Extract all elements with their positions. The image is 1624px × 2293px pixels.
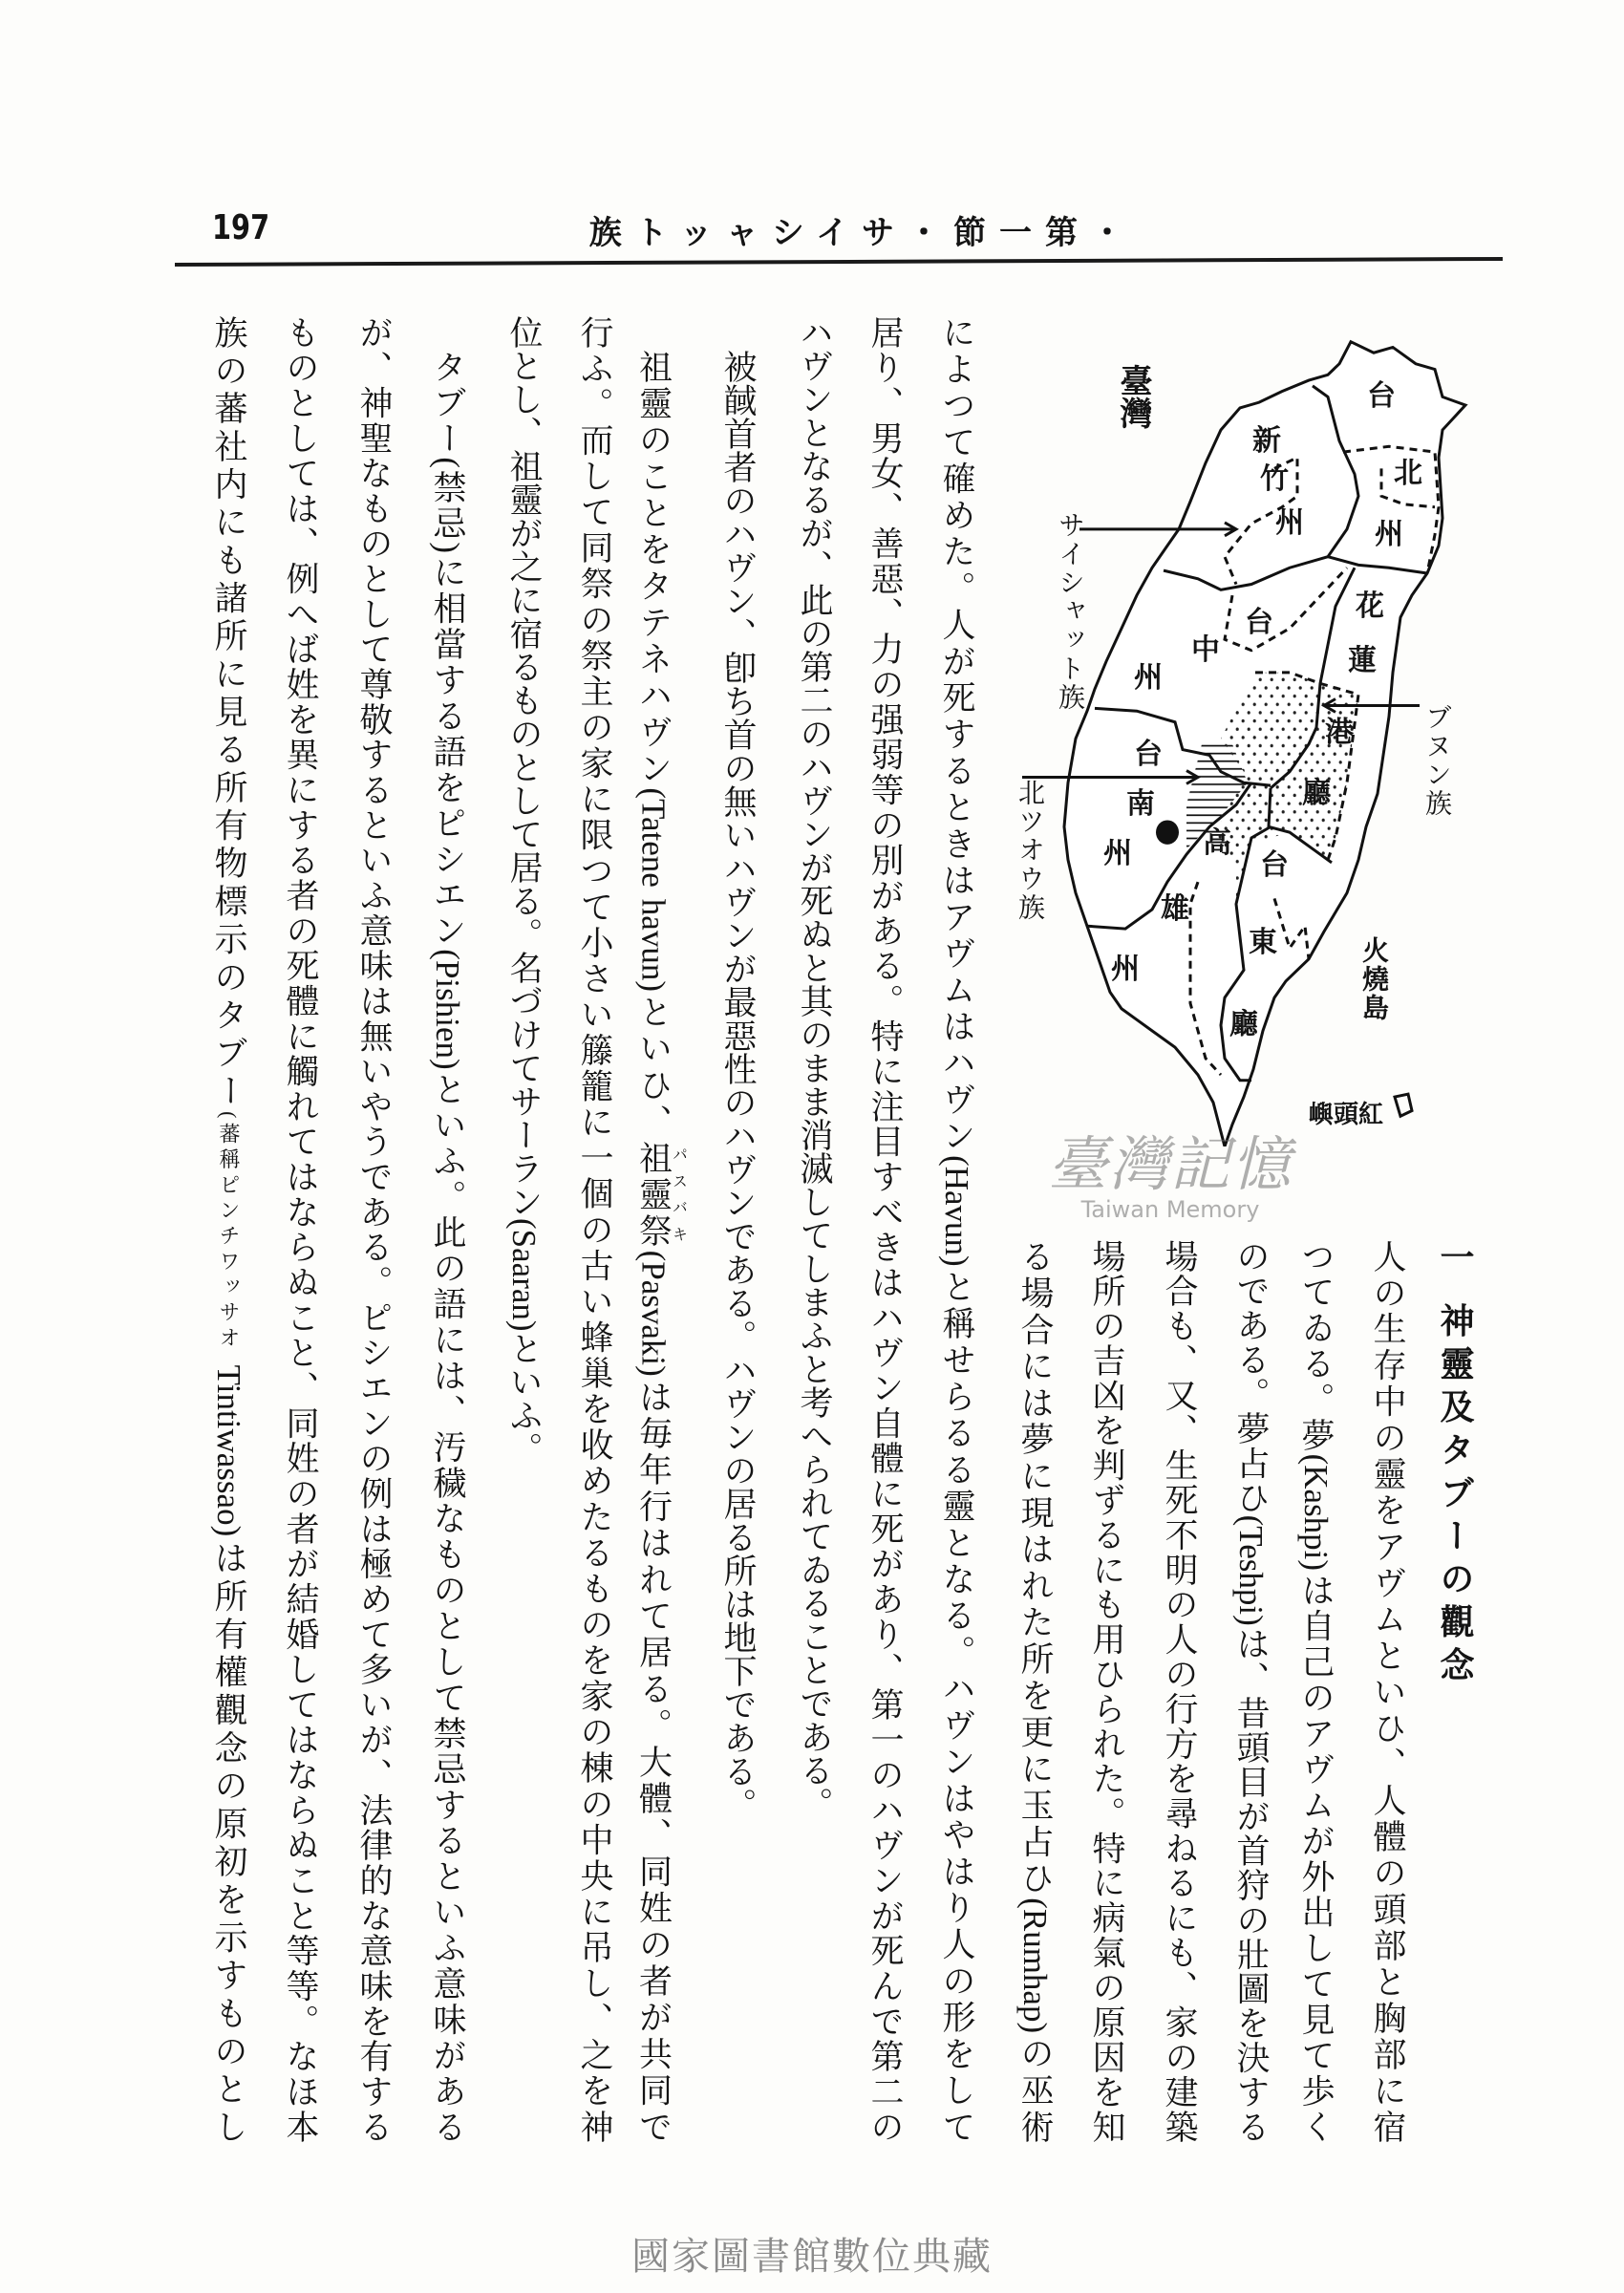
koto-island [1395, 1094, 1412, 1116]
page-number: 197 [212, 208, 270, 247]
tribe-label-bunun: ブヌン族 [1421, 703, 1453, 818]
text-column [634, 315, 687, 2144]
column-text: 祖靈のことをタテネハヴン(Tatene havun)といひ、 [634, 350, 673, 1141]
text-column: タブー(禁忌)に相當する語をピシエン(Pishien)といふ。此の語には、汚穢なものとして禁忌するといふ意味がある [429, 350, 466, 2143]
tribe-label-north-tsou: 北ツオウ族 [1015, 779, 1046, 922]
text-column: 人の生存中の靈をアヴムといひ、人體の頭部と胸部に宿 [1369, 1239, 1406, 2144]
text-column: 被馘首者のハヴン、卽ち首の無いハヴンが最惡性のハヴンである。ハヴンの居る所は地下である。 [719, 350, 757, 1821]
map-title [1114, 364, 1152, 429]
map-label-takao: 高 [1203, 826, 1231, 860]
text-column: によつて確めた。人が死するときはアヴムはハヴン(Havun)と稱せらるる靈となる。ハヴンはやはり人の形をして [938, 315, 975, 2143]
column-text: 族の蕃社内にも諸所に見る所有物標示のタブー [210, 315, 247, 1112]
map-label-karenko: 港 [1325, 716, 1354, 749]
text-column: 場所の吉凶を判ずるにも用ひられた。特に病氣の原因を知 [1088, 1239, 1125, 2143]
footer-credit: 國家圖書館數位典藏 [631, 2235, 993, 2279]
running-head: ・第一節・サイシャット族 [588, 214, 1137, 252]
tribe-label-saisiyat: サイシャット族 [1055, 511, 1086, 712]
map-label-shinchiku: 州 [1275, 506, 1304, 540]
map-label-karenko: 蓮 [1348, 644, 1377, 677]
map-label-tainan: 台 [1134, 738, 1163, 771]
column-note: (蕃稱ピンチワッサオ [217, 1111, 241, 1353]
village-dot [1156, 820, 1179, 844]
map-label-taichu: 台 [1245, 606, 1273, 639]
header-rule [175, 257, 1503, 267]
watermark [1041, 1129, 1299, 1223]
map-drawing [908, 287, 1500, 1146]
text-column: のである。夢占ひ(Teshpi)は、昔頭目が首狩の壯圖を決する [1232, 1239, 1270, 2143]
map-label-takao: 州 [1111, 953, 1140, 986]
map-label-taito: 台 [1260, 848, 1289, 882]
island-label-koto: 紅頭嶼 [1309, 1101, 1384, 1129]
map-label-karenko: 廳 [1302, 777, 1331, 810]
map-label-taihoku: 台 [1367, 379, 1396, 413]
text-column: が、神聖なものとして尊敬するといふ意味は無いやうである。ピシエンの例は極めて多いが、法律的な意味を有する [355, 315, 393, 2143]
map-label-taihoku: 北 [1394, 457, 1422, 490]
section-heading: 一 神靈及タブーの觀念 [1435, 1239, 1474, 1690]
text-column: 位とし、祖靈が之に宿るものとして居る。名づけてサーラン(Saaran)といふ。 [505, 315, 543, 1466]
map-label-takao: 雄 [1161, 892, 1189, 926]
map-label-shinchiku: 新 [1252, 424, 1281, 458]
column-text: (Pasvaki)は毎年行はれて居る。大體、同姓の者が共同で [634, 1250, 673, 2144]
map-label-taichu: 州 [1134, 661, 1163, 695]
ruby-annotation [634, 1140, 687, 1251]
map-label-tainan: 州 [1103, 837, 1132, 870]
map-label-karenko: 花 [1356, 589, 1384, 623]
map-label-tainan: 南 [1126, 787, 1155, 821]
ruby-base: 祖靈祭 [634, 1140, 673, 1251]
text-column: ものとしては、例へば姓を異にする者の死體に觸れてはならぬこと、同姓の者が結婚してはならぬこと等等。なほ本 [282, 315, 319, 2143]
watermark-logo: 臺灣記憶 [1047, 1129, 1293, 1199]
ruby-text: パスバキ [670, 1140, 687, 1248]
text-column: 場合も、又、生死不明の人の行方を尋ねるにも、家の建築 [1161, 1239, 1198, 2144]
map-label-taito: 東 [1249, 926, 1277, 959]
text-column: つてゐる。夢(Kashpi)は自己のアヴムが外出して見て歩く [1297, 1239, 1335, 2143]
text-column: 行ふ。而して同祭の祭主の家に限つて小さい籐籠に一個の古い蜂巢を收めたるものを家の棟の中央に吊し、之を神 [576, 315, 613, 2143]
taiwan-map [908, 287, 1500, 1146]
watermark-text: Taiwan Memory [1080, 1196, 1260, 1223]
map-label-taito: 廳 [1229, 1008, 1258, 1041]
map-title-text: 臺灣 [1114, 364, 1152, 429]
map-label-taichu: 中 [1191, 633, 1220, 667]
map-label-shinchiku: 竹 [1260, 462, 1289, 496]
island-label-kasho: 火燒島 [1358, 936, 1390, 1022]
column-text: Tintiwassao)は所有權觀念の原初を示すものとし [210, 1352, 247, 2144]
text-column: ハヴンとなるが、此の第二のハヴンが死ぬと其のまま消滅してしまふと考へられてゐることである。 [796, 315, 833, 1820]
text-column: る場合には夢に現はれた所を更に玉占ひ(Rumhap)の巫術 [1016, 1239, 1054, 2143]
text-column: 居り、男女、善惡、力の强弱等の別がある。特に注目すべきはハヴン自體に死があり、第一のハヴンが死んで第二の [866, 315, 904, 2143]
map-label-taihoku: 州 [1375, 518, 1403, 551]
text-column [208, 315, 248, 2143]
